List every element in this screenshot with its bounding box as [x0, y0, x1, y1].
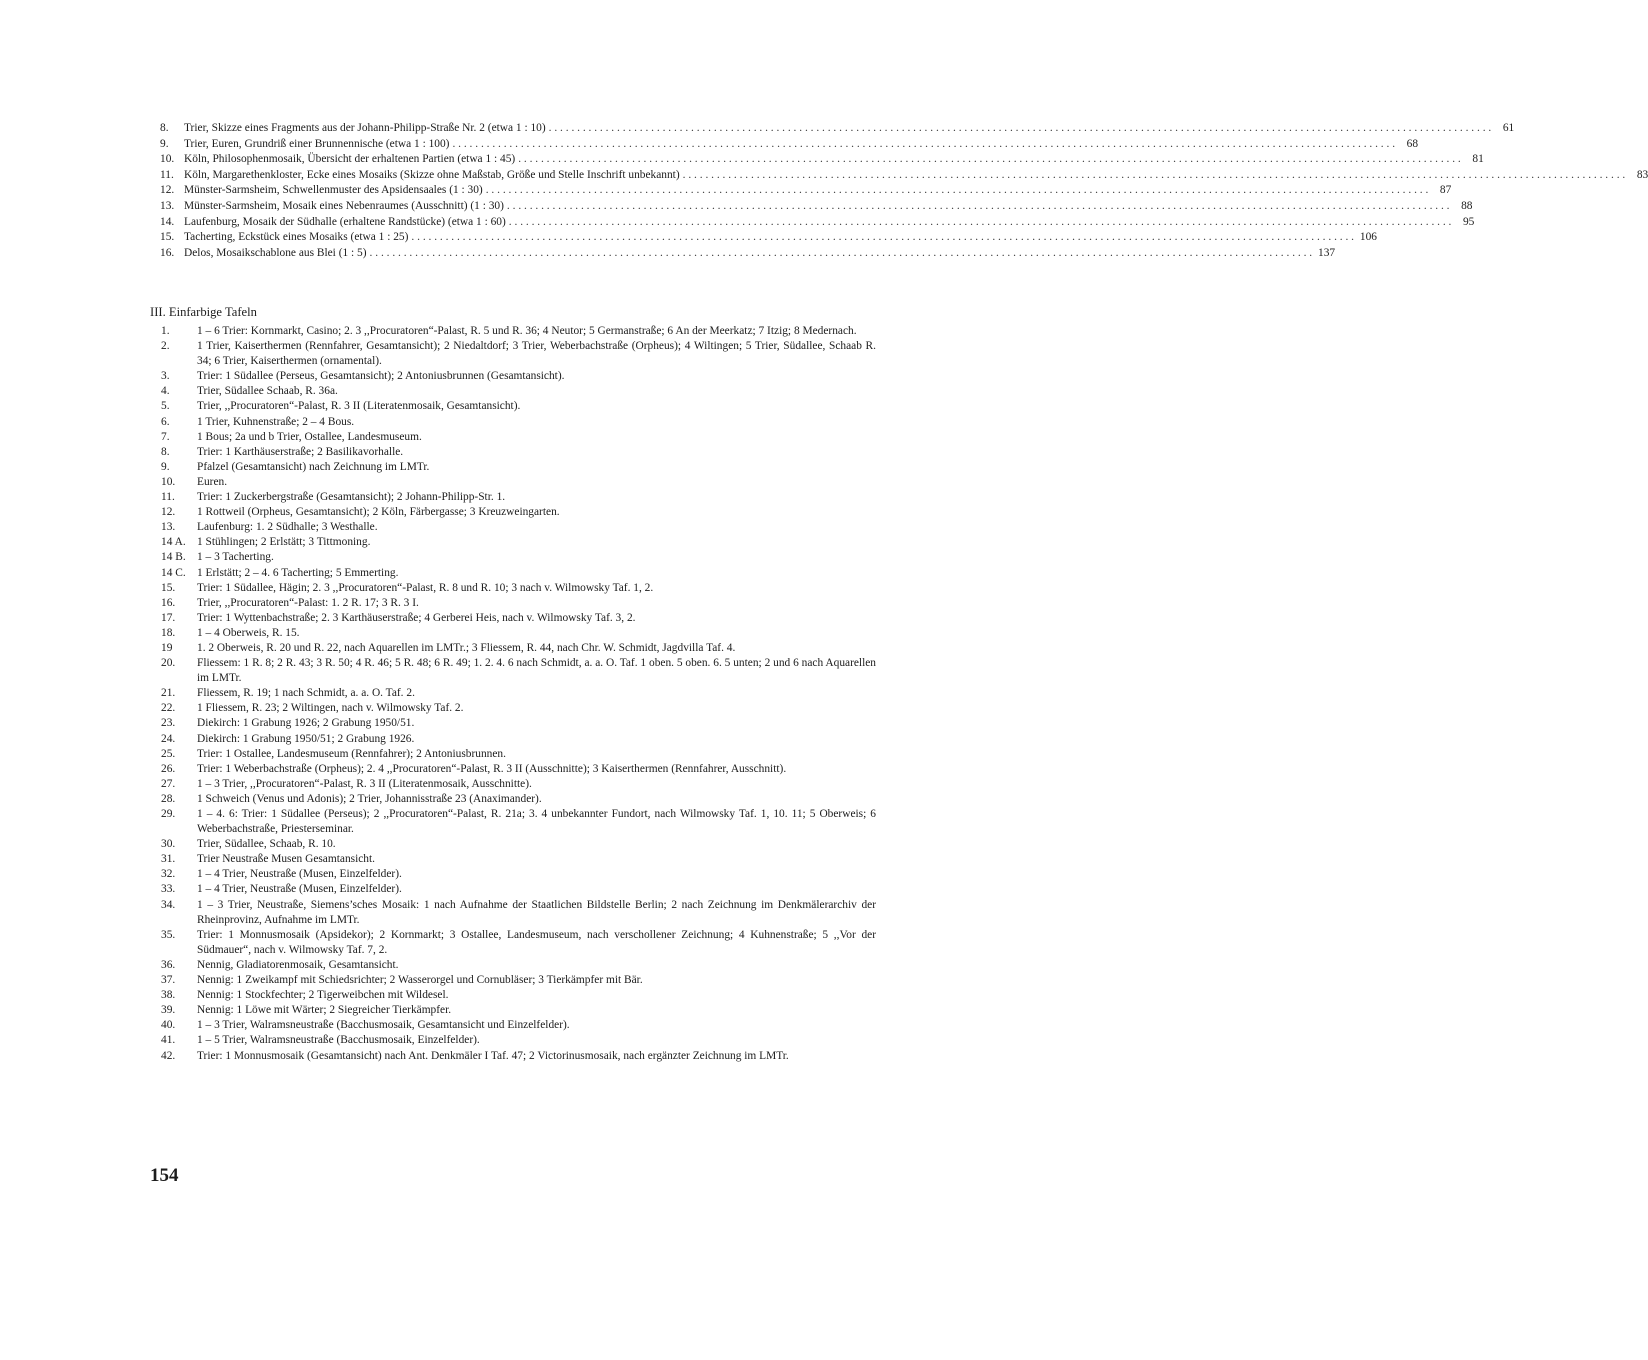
plate-description: 1 – 3 Trier, Walramsneustraße (Bacchusmosaik, Gesamtansicht und Einzelfelder).: [197, 1019, 570, 1032]
figure-page-number: 95: [1462, 215, 1475, 228]
figure-list-item: [160, 230, 1377, 246]
plate-number: 12.: [161, 506, 176, 519]
plate-item: [150, 369, 876, 384]
plate-description: 1 Erlstätt; 2 – 4. 6 Tacherting; 5 Emmerting.: [197, 566, 399, 579]
figure-page-number: 137: [1318, 246, 1336, 259]
plate-description: 1 Bous; 2a und b Trier, Ostallee, Landesmuseum.: [197, 430, 422, 443]
figure-number: 14.: [160, 215, 175, 228]
plate-number: 33.: [161, 883, 176, 896]
figure-title: Trier, Euren, Grundriß einer Brunnennische (etwa 1 : 100): [184, 137, 450, 150]
plate-description: Diekirch: 1 Grabung 1950/51; 2 Grabung 1926.: [197, 732, 415, 745]
plate-item: [150, 747, 876, 762]
figure-title: Delos, Mosaikschablone aus Blei (1 : 5): [184, 246, 367, 259]
figure-title: Köln, Philosophenmosaik, Übersicht der erhaltenen Partien (etwa 1 : 45): [184, 153, 516, 166]
plate-description: Trier, Südallee Schaab, R. 36a.: [197, 385, 338, 398]
plate-item: [150, 339, 876, 369]
plate-item: [150, 777, 876, 792]
plate-item: [150, 626, 876, 641]
plate-item: [150, 535, 876, 550]
figure-number: 16.: [160, 246, 175, 259]
plate-number: 22.: [161, 702, 176, 715]
plate-item: [150, 988, 876, 1003]
plate-description: 1 Stühlingen; 2 Erlstätt; 3 Tittmoning.: [197, 536, 371, 549]
plate-description: 1 Schweich (Venus und Adonis); 2 Trier, Johannisstraße 23 (Anaximander).: [197, 792, 542, 805]
plate-number: 15.: [161, 581, 176, 594]
plate-number: 3.: [161, 370, 170, 383]
dot-leader: [452, 137, 1395, 153]
plate-item: [150, 550, 876, 565]
plate-description: Trier: 1 Zuckerbergstraße (Gesamtansicht); 2 Johann-Philipp-Str. 1.: [197, 491, 506, 504]
plate-item: [150, 701, 876, 716]
figure-list-item: [160, 183, 1452, 199]
plate-item: [150, 611, 876, 626]
plate-description: 1 – 4 Trier, Neustraße (Musen, Einzelfelder).: [197, 883, 402, 896]
plate-description: 1. 2 Oberweis, R. 20 und R. 22, nach Aquarellen im LMTr.; 3 Fliessem, R. 44, nach Chr. W. Schmidt, Jagdvilla Taf. 4.: [197, 641, 736, 654]
dot-leader: [509, 215, 1452, 231]
figure-page-number: 87: [1439, 184, 1452, 197]
plate-item: [150, 581, 876, 596]
plate-description: Trier: 1 Südallee (Perseus, Gesamtansicht); 2 Antoniusbrunnen (Gesamtansicht).: [197, 370, 565, 383]
plate-description: Euren.: [197, 475, 228, 488]
figure-title: Münster-Sarmsheim, Schwellenmuster des Apsidensaales (1 : 30): [184, 184, 483, 197]
plate-description: Nennig: 1 Stockfechter; 2 Tigerweibchen mit Wildesel.: [197, 989, 449, 1002]
figure-number: 13.: [160, 199, 175, 212]
plate-number: 17.: [161, 611, 176, 624]
dot-leader: [518, 152, 1461, 168]
plate-description: Trier: 1 Karthäuserstraße; 2 Basilikavorhalle.: [197, 445, 404, 458]
plate-number: 6.: [161, 415, 170, 428]
plate-description: Nennig: 1 Zweikampf mit Schiedsrichter; 2 Wasserorgel und Cornubläser; 3 Tierkämpfer mit Bär.: [197, 974, 643, 987]
plate-number: 20.: [161, 657, 176, 670]
plate-item: [150, 384, 876, 399]
plate-number: 7.: [161, 430, 170, 443]
plate-description: Trier: 1 Monnusmosaik (Gesamtansicht) nach Ant. Denkmäler I Taf. 47; 2 Victorinusmosaik, nach ergänzter Zeichnung im LMTr.: [197, 1049, 789, 1062]
dot-leader: [683, 168, 1626, 184]
plate-number: 39.: [161, 1004, 176, 1017]
plate-description: 1 Rottweil (Orpheus, Gesamtansicht); 2 Köln, Färbergasse; 3 Kreuzweingarten.: [197, 506, 560, 519]
section-heading: III. Einfarbige Tafeln: [150, 305, 257, 319]
figure-list: [160, 121, 1648, 261]
figure-number: 15.: [160, 231, 175, 244]
plate-description: 1 – 4 Oberweis, R. 15.: [197, 626, 300, 639]
plate-description: 1 – 3 Trier, ,,Procuratoren“-Palast, R. 3 II (Literatenmosaik, Ausschnitte).: [197, 777, 532, 790]
plate-item: [150, 882, 876, 897]
plate-number: 35.: [161, 928, 176, 941]
plate-number: 28.: [161, 792, 176, 805]
plate-description: Fliessem, R. 19; 1 nach Schmidt, a. a. O. Taf. 2.: [197, 687, 415, 700]
plate-description: Trier: 1 Südallee, Hägin; 2. 3 ,,Procuratoren“-Palast, R. 8 und R. 10; 3 nach v. Wilmowsky Taf. 1, 2.: [197, 581, 654, 594]
plate-item: [150, 460, 876, 475]
dot-leader: [370, 246, 1313, 262]
plate-description: Laufenburg: 1. 2 Südhalle; 3 Westhalle.: [197, 521, 378, 534]
plate-item: [150, 1018, 876, 1033]
plate-number: 24.: [161, 732, 176, 745]
plate-description: Trier: 1 Ostallee, Landesmuseum (Rennfahrer); 2 Antoniusbrunnen.: [197, 747, 506, 760]
plate-number: 40.: [161, 1019, 176, 1032]
figure-list-item: [160, 168, 1648, 184]
plate-number: 34.: [161, 898, 176, 911]
plate-item: [150, 415, 876, 430]
plate-item: [150, 686, 876, 701]
plate-number: 13.: [161, 521, 176, 534]
dot-leader: [411, 230, 1354, 246]
plate-item: [150, 792, 876, 807]
figure-title: Münster-Sarmsheim, Mosaik eines Nebenraumes (Ausschnitt) (1 : 30): [184, 199, 504, 212]
page-number: 154: [150, 1165, 179, 1186]
plate-item: [150, 641, 876, 656]
plate-number: 29.: [161, 808, 176, 820]
plate-number: 4.: [161, 385, 170, 398]
plate-number: 8.: [161, 445, 170, 458]
plate-item: [150, 716, 876, 731]
plate-number: 19: [161, 641, 173, 654]
figure-list-item: [160, 137, 1419, 153]
plate-number: 38.: [161, 989, 176, 1002]
plate-description: Fliessem: 1 R. 8; 2 R. 43; 3 R. 50; 4 R. 46; 5 R. 48; 6 R. 49; 1. 2. 4. 6 nach Schmidt, a. a. O. Taf. 1 oben. 5 oben. 6. 5 unten; 2 und 6 nach Aquarellen im LMTr.: [197, 657, 876, 685]
plate-number: 37.: [161, 974, 176, 987]
plate-item: [150, 973, 876, 988]
plate-description: Trier, ,,Procuratoren“-Palast, R. 3 II (Literatenmosaik, Gesamtansicht).: [197, 400, 521, 413]
figure-page-number: 106: [1359, 231, 1377, 244]
figure-page-number: 81: [1472, 153, 1484, 166]
figure-number: 9.: [160, 137, 169, 150]
plate-number: 36.: [161, 958, 176, 971]
plate-number: 42.: [161, 1049, 176, 1062]
plate-description: Nennig: 1 Löwe mit Wärter; 2 Siegreicher Tierkämpfer.: [197, 1004, 452, 1017]
figure-title: Laufenburg, Mosaik der Südhalle (erhaltene Randstücke) (etwa 1 : 60): [184, 215, 506, 228]
plate-description: Trier Neustraße Musen Gesamtansicht.: [197, 853, 375, 866]
plate-item: [150, 430, 876, 445]
plate-description: 1 – 3 Trier, Neustraße, Siemens’sches Mosaik: 1 nach Aufnahme der Staatlichen Bildstelle Berlin; 2 nach Zeichnung im Denkmälerarchiv der Rheinprovinz, Aufnahme im LMTr.: [197, 898, 876, 926]
plate-list: [150, 324, 876, 1064]
plate-item: [150, 1003, 876, 1018]
plate-item: [150, 732, 876, 747]
plate-number: 21.: [161, 687, 176, 700]
plate-item: [150, 475, 876, 490]
plate-description: Pfalzel (Gesamtansicht) nach Zeichnung im LMTr.: [197, 460, 430, 473]
plate-description: Trier: 1 Wyttenbachstraße; 2. 3 Karthäuserstraße; 4 Gerberei Heis, nach v. Wilmowsky Taf. 3, 2.: [197, 611, 636, 624]
figure-page-number: 68: [1406, 137, 1419, 150]
figure-number: 8.: [160, 122, 169, 134]
plate-item: [150, 928, 876, 958]
plate-item: [150, 520, 876, 535]
plate-number: 31.: [161, 853, 176, 866]
plate-number: 14 B.: [161, 551, 186, 564]
plate-number: 41.: [161, 1034, 176, 1047]
plate-number: 10.: [161, 475, 176, 488]
plate-item: [150, 1033, 876, 1048]
plate-item: [150, 762, 876, 777]
plate-item: [150, 505, 876, 520]
plate-description: Trier, Südallee, Schaab, R. 10.: [197, 838, 336, 851]
figure-number: 10.: [160, 153, 175, 166]
figure-page-number: 61: [1502, 122, 1515, 134]
plate-number: 23.: [161, 717, 176, 730]
plate-description: 1 Trier, Kuhnenstraße; 2 – 4 Bous.: [197, 415, 355, 428]
plate-description: Trier, ,,Procuratoren“-Palast: 1. 2 R. 17; 3 R. 3 I.: [197, 596, 419, 609]
plate-item: [150, 399, 876, 414]
plate-item: [150, 490, 876, 505]
plate-item: [150, 958, 876, 973]
figure-title: Trier, Skizze eines Fragments aus der Johann-Philipp-Straße Nr. 2 (etwa 1 : 10): [184, 122, 546, 134]
plate-description: 1 – 6 Trier: Kornmarkt, Casino; 2. 3 ,,Procuratoren“-Palast, R. 5 und R. 36; 4 Neutor; 5 Germanstraße; 6 An der Meerkatz; 7 Itzig; 8 Medernach.: [197, 325, 857, 337]
figure-title: Köln, Margarethenkloster, Ecke eines Mosaiks (Skizze ohne Maßstab, Größe und Stelle Inschrift unbekannt): [184, 168, 680, 181]
figure-list-item: [160, 121, 1515, 137]
plate-number: 14 C.: [161, 566, 186, 579]
plate-item: [150, 566, 876, 581]
figure-page-number: 88: [1461, 199, 1473, 212]
plate-item: [150, 445, 876, 460]
plate-number: 14 A.: [161, 536, 186, 549]
plate-number: 11.: [161, 491, 175, 504]
dot-leader: [549, 121, 1492, 137]
plate-item: [150, 596, 876, 611]
figure-title: Tacherting, Eckstück eines Mosaiks (etwa 1 : 25): [184, 231, 409, 244]
plate-number: 32.: [161, 868, 176, 881]
plate-number: 26.: [161, 762, 176, 775]
figure-number: 12.: [160, 184, 175, 197]
plate-description: 1 Fliessem, R. 23; 2 Wiltingen, nach v. Wilmowsky Taf. 2.: [197, 702, 464, 715]
figure-list-item: [160, 152, 1484, 168]
plate-number: 27.: [161, 777, 176, 790]
plate-description: Trier: 1 Weberbachstraße (Orpheus); 2. 4 ,,Procuratoren“-Palast, R. 3 II (Ausschnitte); 3 Kaiserthermen (Rennfahrer, Ausschnitt).: [197, 762, 787, 775]
figure-number: 11.: [160, 168, 174, 181]
plate-description: 1 – 4. 6: Trier: 1 Südallee (Perseus); 2 ,,Procuratoren“-Palast, R. 21a; 3. 4 unbekannter Fundort, nach Wilmowsky Taf. 1, 10. 11; 5 Oberweis; 6 Weberbachstraße, Priesterseminar.: [197, 808, 876, 836]
plate-item: [150, 837, 876, 852]
plate-description: Nennig, Gladiatorenmosaik, Gesamtansicht.: [197, 958, 399, 971]
plate-description: 1 Trier, Kaiserthermen (Rennfahrer, Gesamtansicht); 2 Niedaltdorf; 3 Trier, Weberbachstraße (Orpheus); 4 Wiltingen; 5 Trier, Südallee, Schaab R. 34; 6 Trier, Kaiserthermen (ornamental).: [197, 340, 876, 368]
plate-description: 1 – 4 Trier, Neustraße (Musen, Einzelfelder).: [197, 868, 402, 881]
dot-leader: [507, 199, 1450, 215]
dot-leader: [486, 183, 1429, 199]
plate-item: [150, 898, 876, 928]
plate-number: 9.: [161, 460, 170, 473]
plate-description: Trier: 1 Monnusmosaik (Apsidekor); 2 Kornmarkt; 3 Ostallee, Landesmuseum, nach verschollener Zeichnung; 4 Kuhnenstraße; 5 ,,Vor der Südmauer“, nach v. Wilmowsky Taf. 7, 2.: [197, 928, 876, 956]
plate-item: [150, 1049, 876, 1064]
figure-list-item: [160, 246, 1336, 262]
plate-description: 1 – 5 Trier, Walramsneustraße (Bacchusmosaik, Einzelfelder).: [197, 1034, 480, 1047]
plate-number: 25.: [161, 747, 176, 760]
figure-list-item: [160, 199, 1473, 215]
plate-description: Diekirch: 1 Grabung 1926; 2 Grabung 1950/51.: [197, 717, 415, 730]
plate-item: [150, 656, 876, 686]
plate-item: [150, 807, 876, 837]
plate-item: [150, 867, 876, 882]
plate-number: 5.: [161, 400, 170, 413]
plate-description: 1 – 3 Tacherting.: [197, 551, 274, 564]
plate-item: [150, 852, 876, 867]
plate-number: 18.: [161, 626, 176, 639]
plate-number: 1.: [161, 325, 170, 337]
plate-number: 16.: [161, 596, 176, 609]
plate-number: 2.: [161, 340, 170, 353]
plate-item: [150, 324, 876, 339]
figure-list-item: [160, 215, 1475, 231]
plate-number: 30.: [161, 838, 176, 851]
figure-page-number: 83: [1636, 168, 1648, 181]
